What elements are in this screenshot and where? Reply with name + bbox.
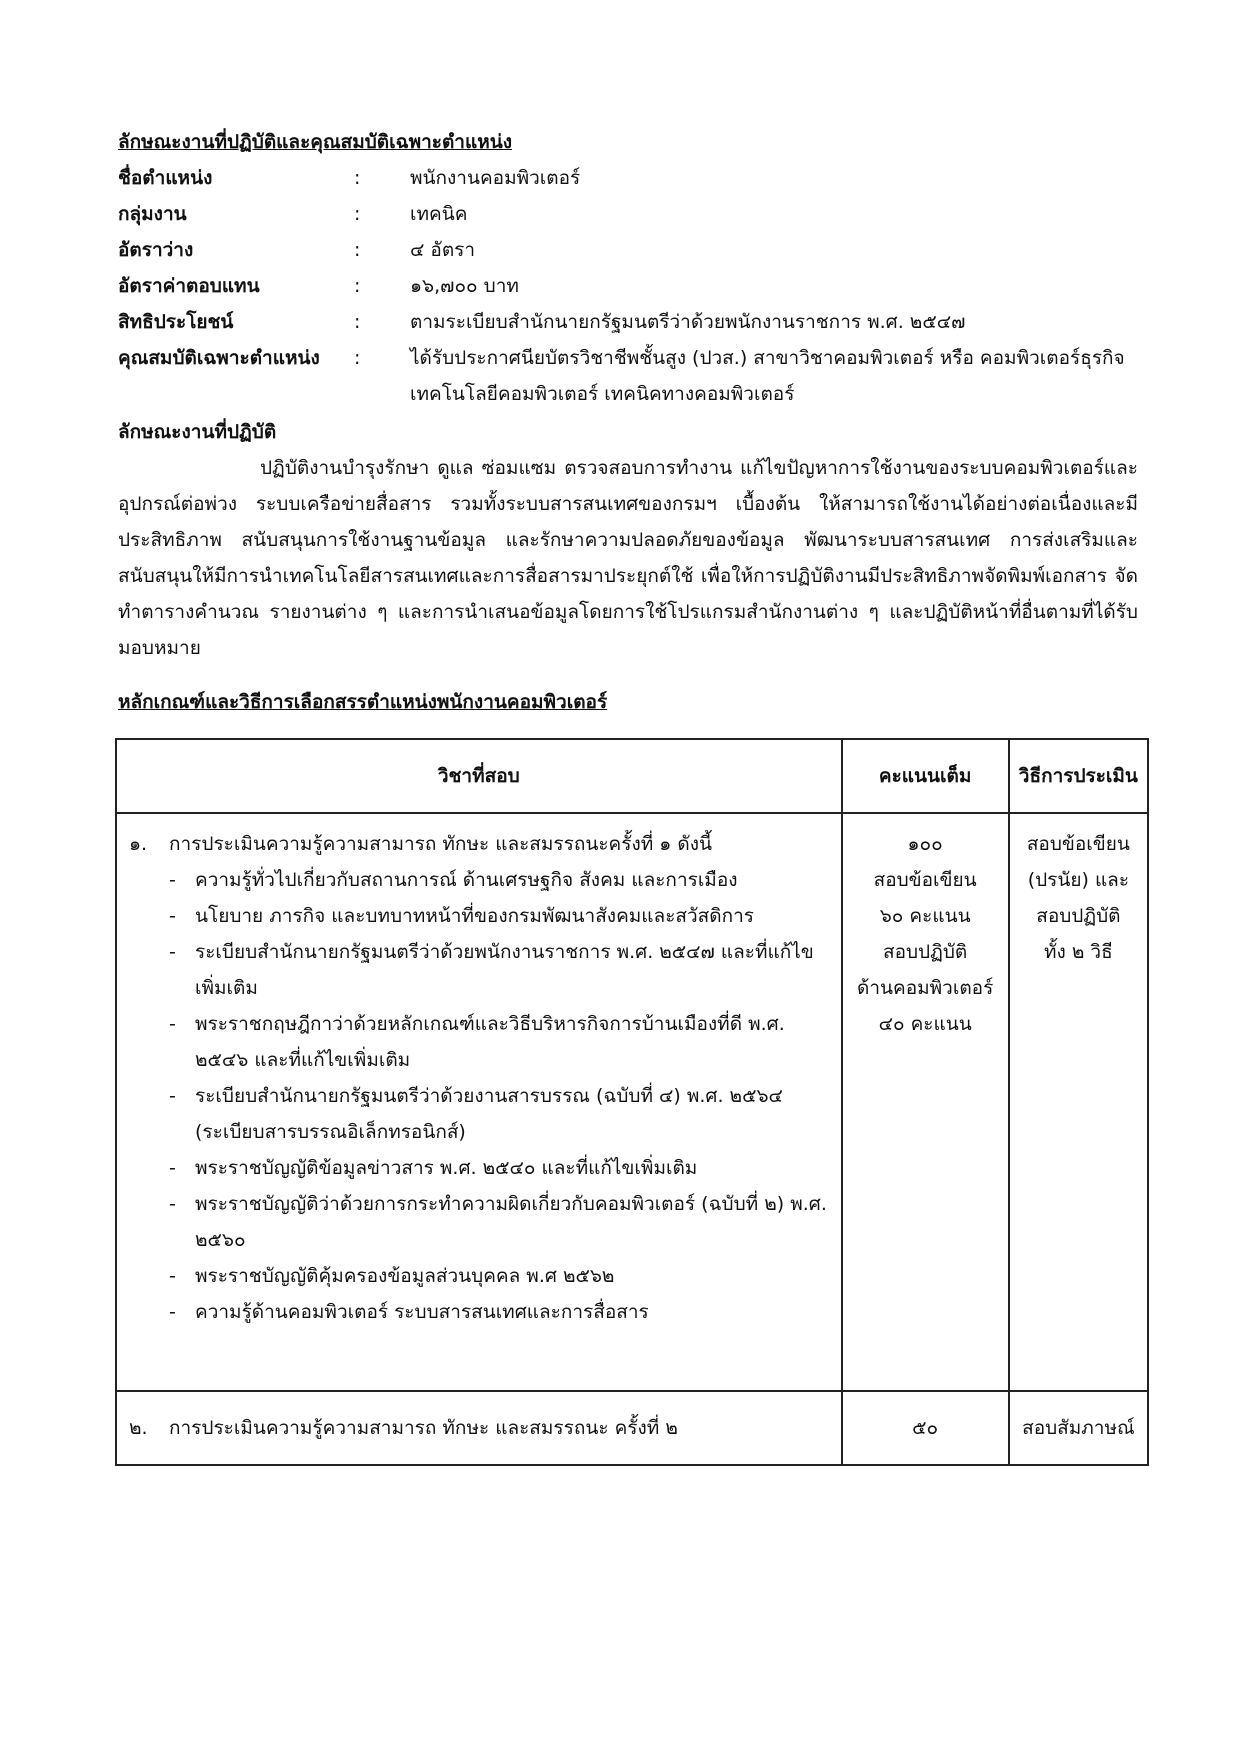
duties-heading: ลักษณะงานที่ปฏิบัติ [118,421,277,443]
item-title [129,826,831,862]
list-item [169,1294,831,1330]
score-cell: ๕๐ [842,1391,1009,1465]
info-colon: : [354,203,361,225]
item-number: ๑. [129,833,148,855]
info-value: เทคนิค [410,203,468,225]
info-row-salary [118,268,1138,304]
score-line: ๖๐ คะแนน [879,905,971,927]
subject-cell [116,1391,842,1465]
duties-paragraph: ปฏิบัติงานบำรุงรักษา ดูแล ซ่อมแซม ตรวจสอบการทำงาน แก้ไขปัญหาการใช้งานของระบบคอมพิวเตอร์และอุปกรณ์ต่อพ่วง ระบบเครือข่ายสื่อสาร รวมทั้งระบบสารสนเทศของกรมฯ เบื้องต้น ให้สามารถใช้งานได้อย่างต่อเนื่องและมีประสิทธิภาพ สนับสนุนการใช้งานฐานข้อมูล และรักษาความปลอดภัยของข้อมูล พัฒนาระบบสารสนเทศ การส่งเสริมและสนับสนุนให้มีการนำเทคโนโลยีสารสนเทศและการสื่อสารมาประยุกต์ใช้ เพื่อให้การปฏิบัติงานมีประสิทธิภาพจัดพิมพ์เอกสาร จัดทำตารางคำนวณ รายงานต่าง ๆ และการนำเสนอข้อมูลโดยการใช้โปรแกรมสำนักงานต่าง ๆ และปฏิบัติหน้าที่อื่นตามที่ได้รับมอบหมาย [118,457,1138,659]
score-line: ด้านคอมพิวเตอร์ [856,977,994,999]
info-label: สิทธิประโยชน์ [118,311,234,333]
dash-marker: - [169,1301,176,1323]
info-label: กลุ่มงาน [118,203,187,225]
list-item-text: ความรู้ทั่วไปเกี่ยวกับสถานการณ์ ด้านเศรษฐกิจ สังคม และการเมือง [195,869,738,891]
info-value: ได้รับประกาศนียบัตรวิชาชีพชั้นสูง (ปวส.) สาขาวิชาคอมพิวเตอร์ หรือ คอมพิวเตอร์ธุรกิจ เทคโนโลยีคอมพิวเตอร์ เทคนิคทางคอมพิวเตอร์ [410,347,1125,405]
list-item [169,1078,831,1150]
list-item-text: พระราชกฤษฎีกาว่าด้วยหลักเกณฑ์และวิธีบริหารกิจการบ้านเมืองที่ดี พ.ศ. ๒๕๔๖ และที่แก้ไขเพิ่มเติม [195,1013,785,1071]
header-subject: วิชาที่สอบ [116,739,842,813]
method-cell [1009,813,1148,1391]
list-item [169,1150,831,1186]
list-item [169,934,831,1006]
list-item [169,862,831,898]
list-item-text: ระเบียบสำนักนายกรัฐมนตรีว่าด้วยงานสารบรรณ (ฉบับที่ ๔) พ.ศ. ๒๕๖๔ (ระเบียบสารบรรณอิเล็กทรอนิกส์) [195,1085,783,1143]
info-value: พนักงานคอมพิวเตอร์ [410,167,581,189]
position-heading: ลักษณะงานที่ปฏิบัติและคุณสมบัติเฉพาะตำแหน่ง [118,131,513,153]
info-row-group [118,196,1138,232]
dash-marker: - [169,1085,176,1107]
info-row-qualification [118,340,1138,412]
header-score: คะแนนเต็ม [842,739,1009,813]
header-method: วิธีการประเมิน [1009,739,1148,813]
item-number: ๒. [129,1417,148,1439]
info-label: อัตราว่าง [118,239,194,261]
info-colon: : [354,347,361,369]
table-row [116,1391,1148,1465]
method-cell: สอบสัมภาษณ์ [1009,1391,1148,1465]
score-cell [842,813,1009,1391]
info-label: อัตราค่าตอบแทน [118,275,260,297]
dash-marker: - [169,1193,176,1215]
table-row [116,813,1148,1391]
method-line: สอบข้อเขียน [1026,833,1130,855]
subject-cell [116,813,842,1391]
info-block [118,160,1138,412]
dash-marker: - [169,905,176,927]
list-item [169,898,831,934]
criteria-heading: หลักเกณฑ์และวิธีการเลือกสรรตำแหน่งพนักงานคอมพิวเตอร์ [118,691,608,713]
score-line: สอบข้อเขียน [873,869,977,891]
dash-marker: - [169,1157,176,1179]
method-line: (ปรนัย) และ [1027,869,1130,891]
info-value: ตามระเบียบสำนักนายกรัฐมนตรีว่าด้วยพนักงานราชการ พ.ศ. ๒๕๔๗ [410,311,966,333]
method-line: ทั้ง ๒ วิธี [1044,941,1113,963]
info-row-benefits [118,304,1138,340]
info-colon: : [354,239,361,261]
info-row-vacancy [118,232,1138,268]
list-item-text: ระเบียบสำนักนายกรัฐมนตรีว่าด้วยพนักงานราชการ พ.ศ. ๒๕๔๗ และที่แก้ไขเพิ่มเติม [195,941,814,999]
list-item-text: นโยบาย ภารกิจ และบทบาทหน้าที่ของกรมพัฒนาสังคมและสวัสดิการ [195,905,754,927]
info-value: ๑๖,๗๐๐ บาท [410,275,519,297]
bullet-list [169,862,831,1330]
dash-marker: - [169,869,176,891]
score-line: ๔๐ คะแนน [878,1013,972,1035]
list-item [169,1186,831,1258]
table-header-row [116,739,1148,813]
list-item-text: พระราชบัญญัติข้อมูลข่าวสาร พ.ศ. ๒๕๔๐ และที่แก้ไขเพิ่มเติม [195,1157,698,1179]
info-label: ชื่อตำแหน่ง [118,167,213,189]
document-content [118,124,1138,720]
info-colon: : [354,275,361,297]
score-line: ๑๐๐ [907,833,943,855]
dash-marker: - [169,1013,176,1035]
list-item [169,1006,831,1078]
info-label: คุณสมบัติเฉพาะตำแหน่ง [118,347,320,369]
info-value: ๔ อัตรา [410,239,476,261]
info-colon: : [354,311,361,333]
item-title-text: การประเมินความรู้ความสามารถ ทักษะ และสมรรถนะครั้งที่ ๑ ดังนี้ [169,833,712,855]
dash-marker: - [169,941,176,963]
list-item-text: ความรู้ด้านคอมพิวเตอร์ ระบบสารสนเทศและการสื่อสาร [195,1301,649,1323]
selection-criteria-table [115,738,1149,1466]
item-title-text: การประเมินความรู้ความสามารถ ทักษะ และสมรรถนะ ครั้งที่ ๒ [169,1417,678,1439]
dash-marker: - [169,1265,176,1287]
info-row-title [118,160,1138,196]
list-item [169,1258,831,1294]
item-title [129,1410,831,1446]
list-item-text: พระราชบัญญัติว่าด้วยการกระทำความผิดเกี่ยวกับคอมพิวเตอร์ (ฉบับที่ ๒) พ.ศ. ๒๕๖๐ [195,1193,827,1251]
info-colon: : [354,167,361,189]
method-line: สอบปฏิบัติ [1036,905,1121,927]
list-item-text: พระราชบัญญัติคุ้มครองข้อมูลส่วนบุคคล พ.ศ ๒๕๖๒ [195,1265,615,1287]
score-line: สอบปฏิบัติ [882,941,968,963]
